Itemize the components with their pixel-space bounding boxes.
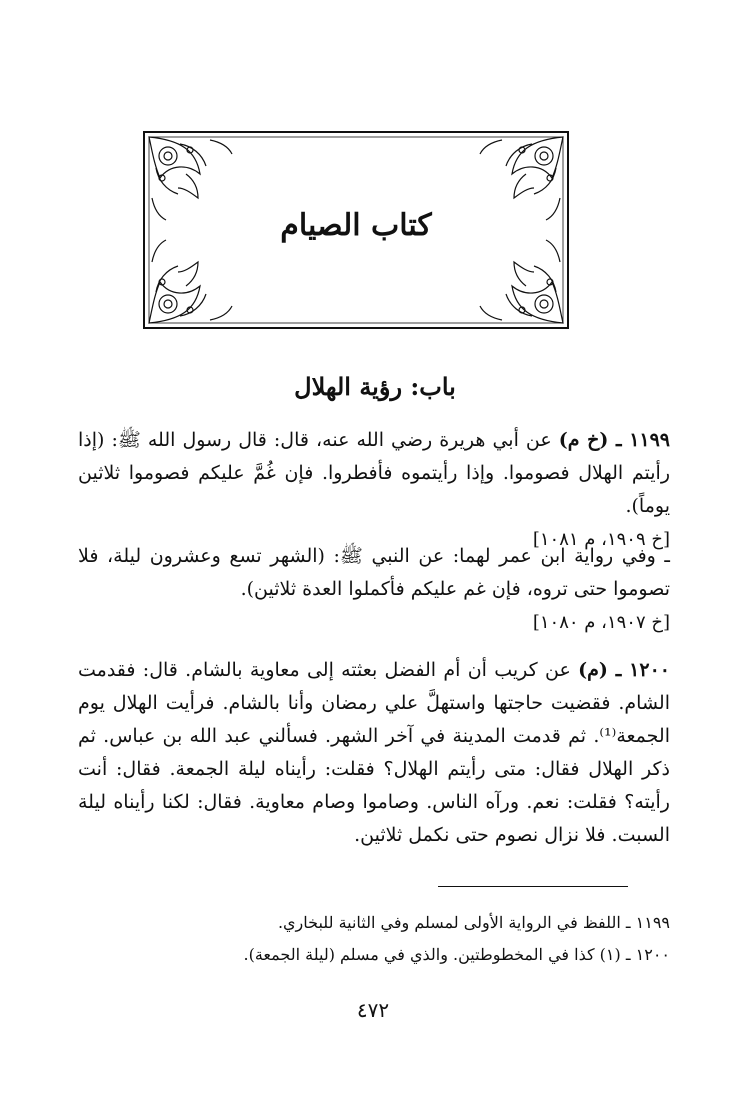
book-title: كتاب الصيام [280,208,432,243]
hadith-text: ـ وفي رواية ابن عمر لهما: عن النبي ﷺ: (الشهر تسع وعشرون ليلة، فلا تصوموا حتى تروه، فإن غم عليكم فأكملوا العدة ثلاثين). [78,545,670,600]
footnote-1200: ١٢٠٠ ـ (١) كذا في المخطوطتين. والذي في مسلم (ليلة الجمعة). [243,945,670,964]
hadith-1200 [78,654,670,852]
hadith-1199-variant [78,540,670,639]
hadith-reference: [خ ١٩٠٩، م ١٠٨١] [532,529,670,550]
hadith-1199 [78,424,670,556]
hadith-text: عن أبي هريرة رضي الله عنه، قال: قال رسول الله ﷺ: (إذا رأيتم الهلال فصوموا. وإذا رأيتموه فأفطروا. فإن غُمَّ عليكم فصوموا ثلاثين يوماً). [78,429,670,517]
footnote-1199: ١١٩٩ ـ اللفظ في الرواية الأولى لمسلم وفي الثانية للبخاري. [277,913,670,932]
hadith-reference: [خ ١٩٠٧، م ١٠٨٠] [532,612,670,633]
page-number: ٤٧٢ [356,998,390,1022]
footnote-divider [438,886,628,887]
chapter-title: باب: رؤية الهلال [294,372,456,401]
hadith-number: ١٢٠٠ ـ (م) [578,659,670,681]
hadith-text: عن كريب أن أم الفضل بعثته إلى معاوية بالشام. قال: فقدمت الشام. فقضيت حاجتها واستهلَّ علي رمضان وأنا بالشام. فرأيت الهلال يوم الجمعة⁽¹⁾. ثم قدمت المدينة في آخر الشهر. فسألني عبد الله بن عباس. ثم ذكر الهلال فقال: متى رأيتم الهلال؟ فقلت: رأيناه ليلة الجمعة. فقال: أنت رأيته؟ فقلت: نعم. ورآه الناس. وصاموا وصام معاوية. فقال: لكنا رأيناه ليلة السبت. فلا نزال نصوم حتى نكمل ثلاثين. [78,659,670,846]
hadith-number: ١١٩٩ ـ (خ م) [558,429,671,451]
